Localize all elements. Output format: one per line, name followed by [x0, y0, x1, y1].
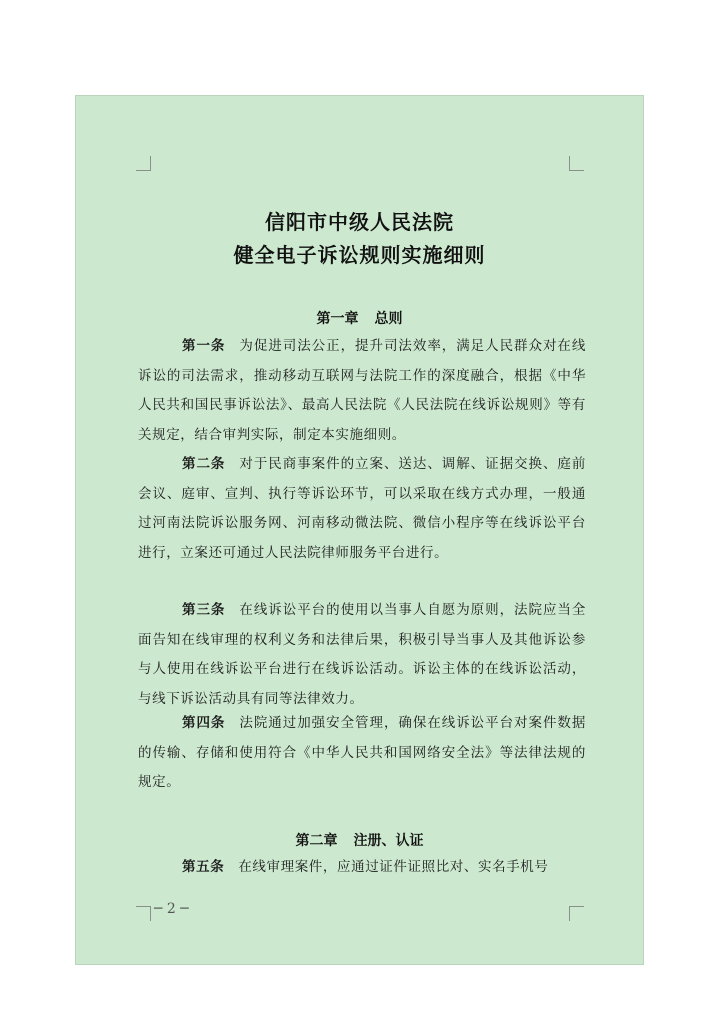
- crop-mark-bottom-left: [136, 906, 151, 921]
- chapter-heading-2: [76, 830, 643, 850]
- article-2: [138, 450, 586, 568]
- document-title-line1: 信阳市中级人民法院: [265, 210, 454, 234]
- chapter-heading-1: [76, 308, 643, 328]
- article-text: 在线审理案件，应通过证件证照比对、实名手机号: [238, 859, 549, 875]
- article-number: 第三条: [182, 602, 226, 618]
- article-5: [138, 853, 586, 883]
- document-page: [75, 95, 644, 965]
- article-3: [138, 596, 586, 714]
- crop-mark-top-left: [136, 156, 151, 171]
- article-text: 对于民商事案件的立案、送达、调解、证据交换、庭前会议、庭审、宣判、执行等诉讼环节，可以采取在线方式办理，一般通过河南法院诉讼服务网、河南移动微法院、微信小程序等在线诉讼平台进行，立案还可通过人民法院律师服务平台进行。: [138, 456, 586, 561]
- article-text: 法院通过加强安全管理，确保在线诉讼平台对案件数据的传输、存储和使用符合《中华人民共和国网络安全法》等法律法规的规定。: [138, 715, 586, 791]
- article-number: 第五条: [182, 859, 225, 875]
- chapter-number: 第一章: [316, 311, 359, 327]
- article-number: 第一条: [182, 338, 226, 354]
- chapter-name: 注册、认证: [353, 833, 424, 849]
- crop-mark-bottom-right: [569, 906, 584, 921]
- article-1: [138, 332, 586, 450]
- crop-mark-top-right: [569, 156, 584, 171]
- article-text: 为促进司法公正，提升司法效率，满足人民群众对在线诉讼的司法需求，推动移动互联网与法院工作的深度融合，根据《中华人民共和国民事诉讼法》、最高人民法院《人民法院在线诉讼规则》等有关规定，结合审判实际，制定本实施细则。: [138, 338, 586, 443]
- article-4: [138, 709, 586, 798]
- article-number: 第二条: [182, 456, 226, 472]
- article-text: 在线诉讼平台的使用以当事人自愿为原则，法院应当全面告知在线审理的权利义务和法律后果，积极引导当事人及其他诉讼参与人使用在线诉讼平台进行在线诉讼活动。诉讼主体的在线诉讼活动，与线下诉讼活动具有同等法律效力。: [138, 602, 586, 707]
- article-number: 第四条: [182, 715, 226, 731]
- document-title-line2: 健全电子诉讼规则实施细则: [233, 243, 486, 267]
- chapter-name: 总则: [374, 311, 403, 327]
- chapter-number: 第二章: [295, 833, 338, 849]
- page-number: ─ 2 ─: [154, 901, 189, 917]
